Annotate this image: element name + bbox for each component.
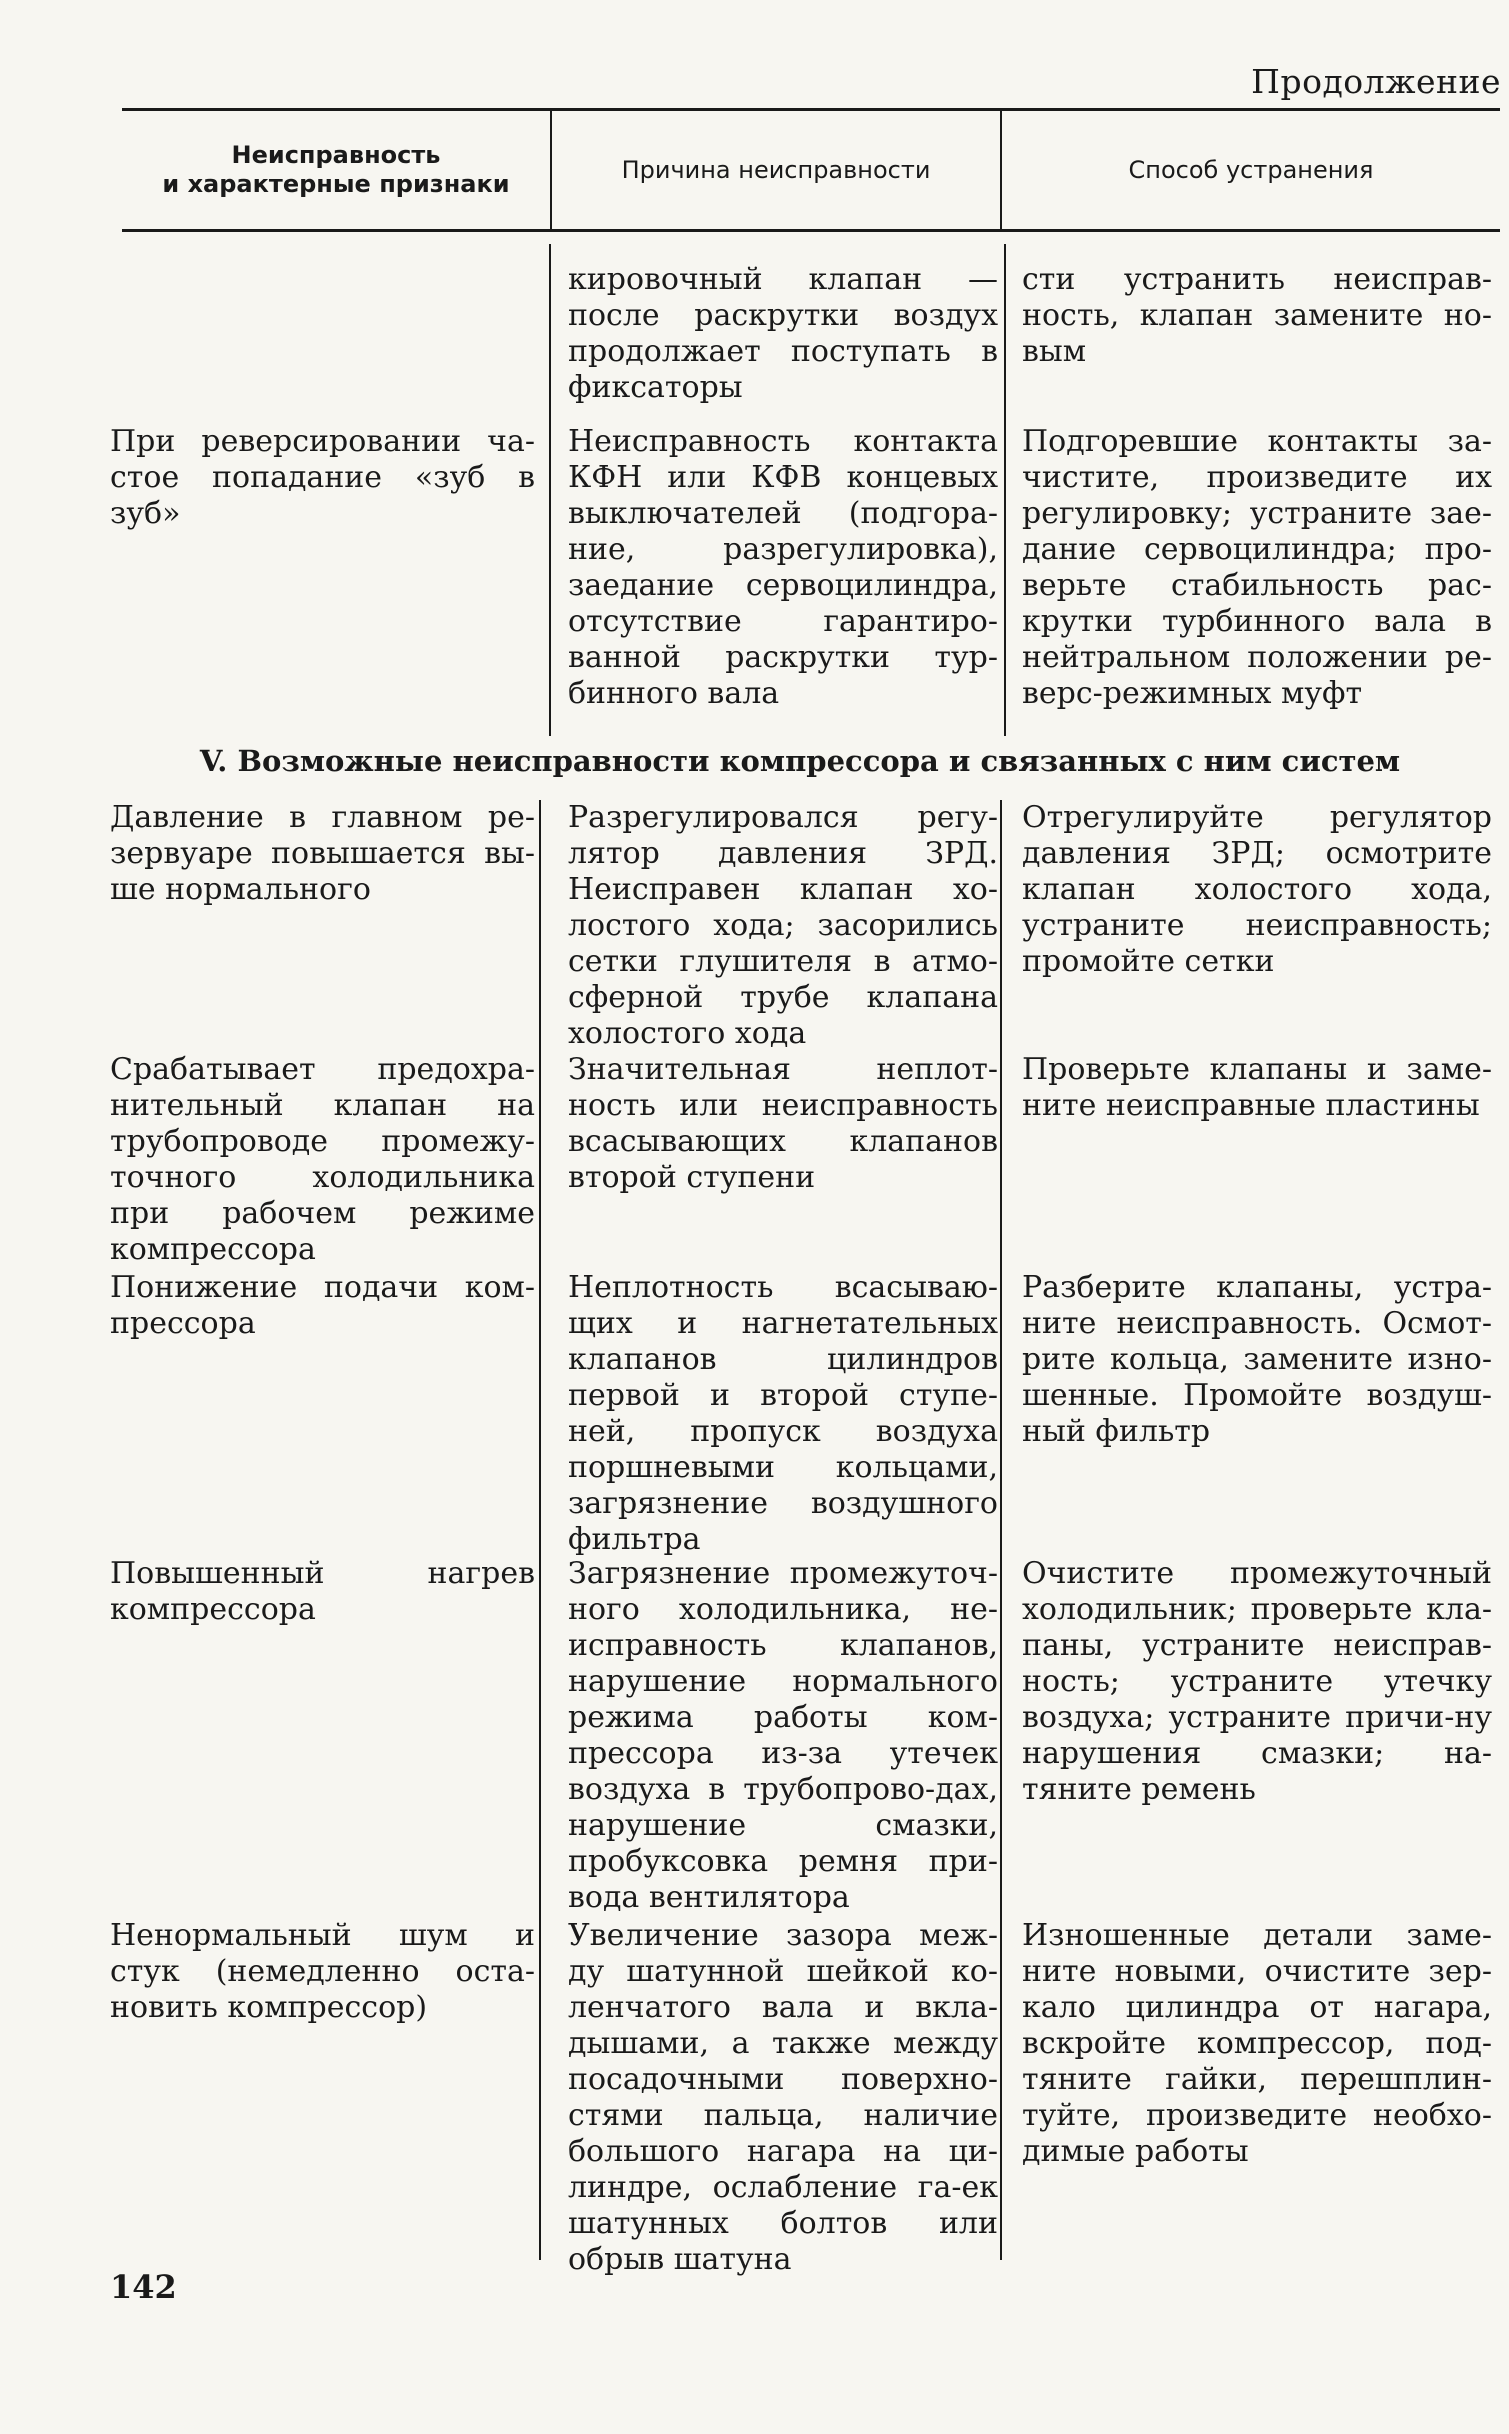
table-cell-cause: Значительная неплот-ность или неисправность всасывающих клапанов второй ступени [568,1052,998,1195]
column-rule [1000,800,1002,2260]
header-symptom-line2: и характерные признаки [162,170,510,198]
header-cause: Причина неисправности [550,111,1000,229]
table-cell-remedy: Изношенные детали заме-ните новыми, очистите зер-кало цилиндра от нагара, вскройте компрессор, под-тяните гайки, перешплин-туйте, произведите необхо-димые работы [1022,1918,1492,2169]
table-cell-remedy: Отрегулируйте регулятор давления ЗРД; осмотрите клапан холостого хода, устраните неисправность; промойте сетки [1022,800,1492,979]
table-cell-cause: Разрегулировался регу-лятор давления ЗРД. Неисправен клапан хо-лостого хода; засорились сетки глушителя в атмо-сферной трубе клапана холостого хода [568,800,998,1051]
table-cell-remedy: Очистите промежуточный холодильник; проверьте кла-паны, устраните неисправ-ность; устраните утечку воздуха; устраните причи-ну нарушения смазки; на-тяните ремень [1022,1556,1492,1807]
page-number: 142 [110,2268,177,2306]
table-cell-symptom: Ненормальный шум и стук (немедленно оста-новить компрессор) [110,1918,535,2025]
table-cell-remedy: Проверьте клапаны и заме-ните неисправные пластины [1022,1052,1492,1123]
table-cell-cause: Неисправность контакта КФН или КФВ концевых выключателей (подгора-ние, разрегулировка), заедание сервоцилиндра, отсутствие гарантиро-ванной раскрутки тур-бинного вала [568,424,998,711]
header-symptom [122,111,550,229]
column-rule [549,244,551,736]
table-cell-symptom: Давление в главном ре-зервуаре повышается вы-ше нормального [110,800,535,907]
table-cell-remedy: Разберите клапаны, устра-ните неисправность. Осмот-рите кольца, замените изно-шенные. Промойте воздуш-ный фильтр [1022,1270,1492,1449]
table-cell-cause: Увеличение зазора меж-ду шатунной шейкой ко-ленчатого вала и вкла-дышами, а также между посадочными поверхно-стями пальца, наличие большого нагара на ци-линдре, ослабление га-ек шатунных болтов или обрыв шатуна [568,1918,998,2277]
table-cell-remedy: Подгоревшие контакты за-чистите, произведите их регулировку; устраните зае-дание сервоцилиндра; про-верьте стабильность рас-крутки турбинного вала в нейтральном положении ре-верс-режимных муфт [1022,424,1492,711]
column-rule [1004,244,1006,736]
continuation-label: Продолжение [1251,62,1501,101]
table-cell-symptom: Понижение подачи ком-прессора [110,1270,535,1341]
header-symptom-line1: Неисправность [231,141,441,170]
header-remedy: Способ устранения [1000,111,1500,229]
column-rule [539,800,541,2260]
table-cell-symptom: Повышенный нагрев компрессора [110,1556,535,1627]
table-cell-cause: Загрязнение промежуточ-ного холодильника, не-исправность клапанов, нарушение нормального режима работы ком-прессора из-за утечек воздуха в трубопрово-дах, нарушение смазки, пробуксовка ремня при-вода вентилятора [568,1556,998,1915]
table-cell-cause: Неплотность всасываю-щих и нагнетательных клапанов цилиндров первой и второй ступе-ней, пропуск воздуха поршневыми кольцами, загрязнение воздушного фильтра [568,1270,998,1557]
table-header [122,108,1500,232]
table-cell-cause: кировочный клапан — после раскрутки воздух продолжает поступать в фиксаторы [568,262,998,405]
table-cell-symptom: Срабатывает предохра-нительный клапан на трубопроводе промежу-точного холодильника при рабочем режиме компрессора [110,1052,535,1267]
table-cell-remedy: сти устранить неисправ-ность, клапан замените но-вым [1022,262,1492,369]
section-title: V. Возможные неисправности компрессора и связанных с ним систем [199,744,1401,778]
table-cell-symptom: При реверсировании ча-стое попадание «зуб в зуб» [110,424,535,531]
